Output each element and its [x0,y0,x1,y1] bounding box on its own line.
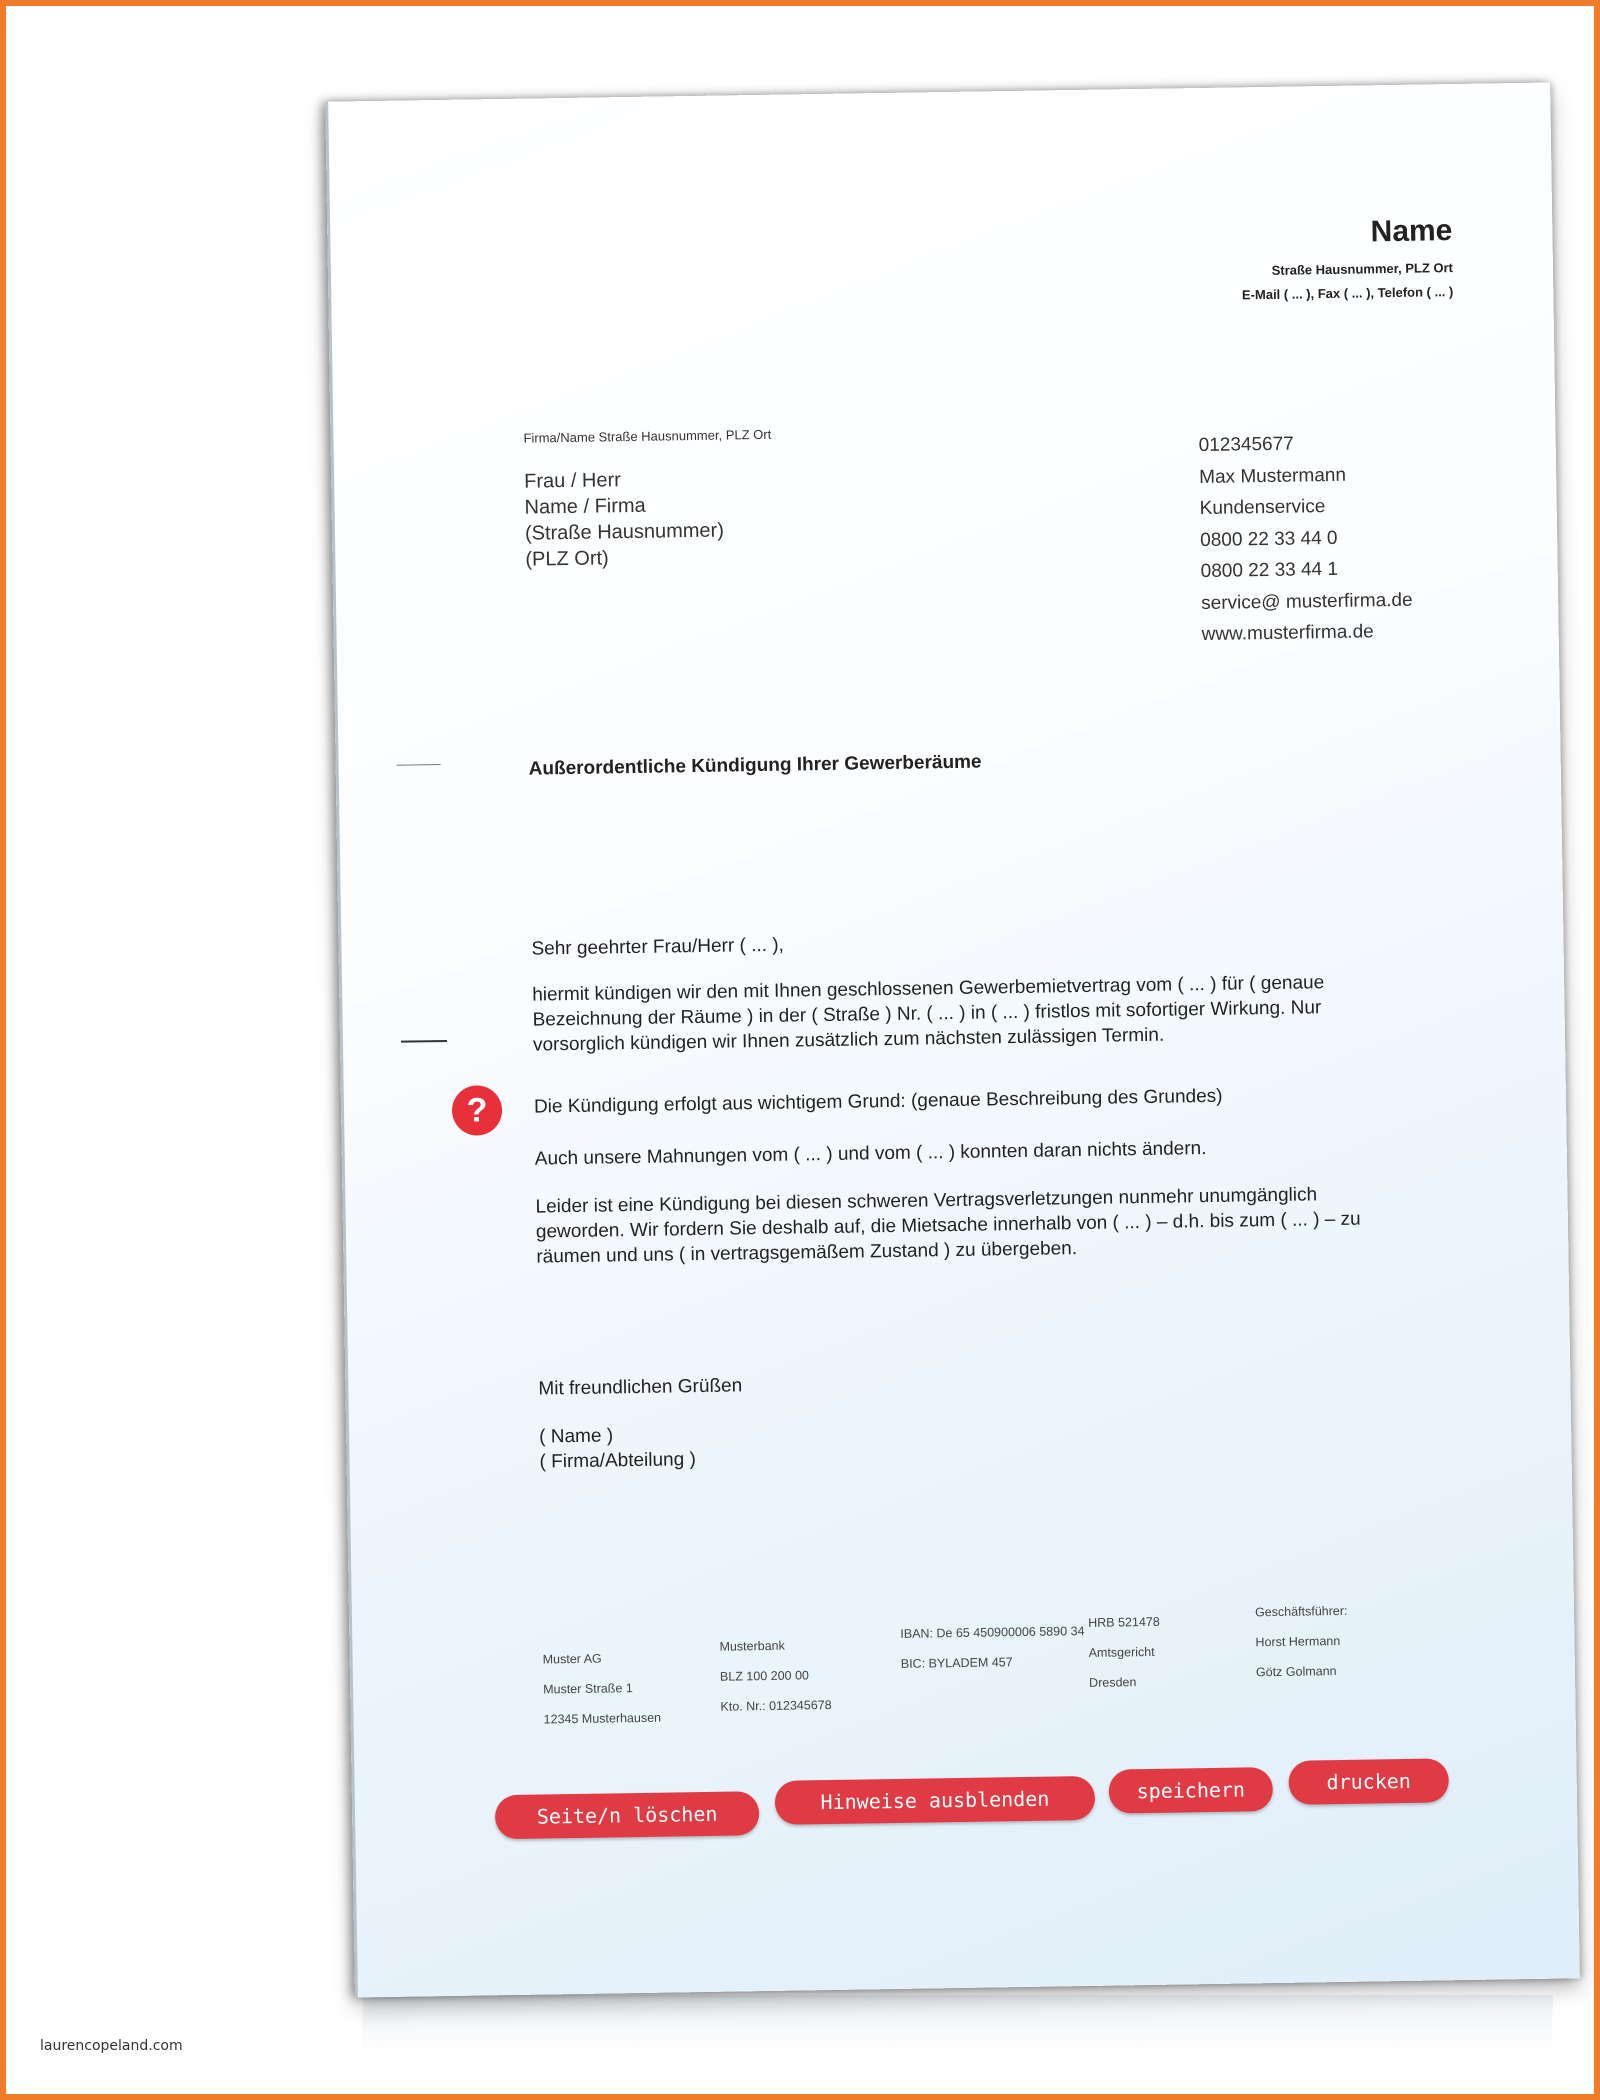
contact-line: www.musterfirma.de [1201,621,1374,646]
closing: Mit freundlichen Grüßen [538,1375,743,1400]
footer-iban [900,1616,1085,1679]
fold-mark [401,1040,447,1043]
sender-name: Name [1370,214,1453,249]
page-reflection [361,1995,1553,2055]
footer-line: 12345 Musterhausen [543,1710,662,1727]
paragraph-4 [535,1182,1361,1270]
paragraph-line: geworden. Wir fordern Sie deshalb auf, die Mietsache innerhalb von ( ... ) – d.h. bis zum ( ... ) – zu [535,1208,1361,1243]
footer-line: Götz Golmann [1255,1664,1337,1680]
footer-line: IBAN: De 65 450900006 5890 34 [900,1624,1085,1641]
contact-line: 0800 22 33 44 0 [1200,527,1338,551]
paragraph-line: Bezeichnung der Räume ) in der ( Straße ) Nr. ( ... ) in ( ... ) fristlos mit sofortiger Wirkung. Nur [532,997,1322,1031]
footer-management [1255,1596,1349,1687]
signature-line: ( Firma/Abteilung ) [539,1449,697,1473]
print-button[interactable]: drucken [1288,1758,1449,1805]
hide-hints-button[interactable]: Hinweise ausblenden [775,1776,1096,1825]
footer-line: Muster AG [542,1651,602,1667]
contact-line: 0800 22 33 44 1 [1200,558,1339,583]
contact-line: 012345677 [1198,433,1294,457]
fold-mark [397,764,441,766]
footer-line: BLZ 100 200 00 [719,1668,810,1684]
footer-line: Muster Straße 1 [543,1681,633,1697]
footer-line: Musterbank [719,1638,785,1654]
return-address: Firma/Name Straße Hausnummer, PLZ Ort [523,426,772,446]
footer-line: Dresden [1089,1675,1137,1690]
paragraph-1 [532,970,1325,1057]
letter-page [325,82,1580,1997]
contact-line: Kundenservice [1199,496,1326,520]
salutation: Sehr geehrter Frau/Herr ( ... ), [531,934,785,960]
save-button[interactable]: speichern [1108,1767,1273,1814]
footer-line: Amtsgericht [1088,1644,1155,1660]
footer-line: BIC: BYLADEM 457 [900,1655,1013,1671]
sender-contact-line: E-Mail ( ... ), Fax ( ... ), Telefon ( ... ) [1241,284,1454,303]
help-icon[interactable]: ? [452,1085,503,1136]
footer-company [542,1643,661,1735]
recipient-line: (PLZ Ort) [525,547,609,571]
footer-bank [719,1630,832,1722]
contact-line: service@ musterfirma.de [1201,589,1413,614]
recipient-line: Name / Firma [524,494,646,519]
sender-address: Straße Hausnummer, PLZ Ort [1271,260,1454,278]
signature-block [539,1422,696,1474]
footer-line: HRB 521478 [1088,1614,1160,1630]
recipient-block [524,466,725,573]
footer-register [1088,1607,1161,1698]
contact-line: Max Mustermann [1199,464,1347,488]
letter-subject: Außerordentliche Kündigung Ihrer Gewerberäume [528,751,982,780]
signature-line: ( Name ) [539,1425,614,1448]
paragraph-3: Auch unsere Mahnungen vom ( ... ) und vom ( ... ) konnten daran nichts ändern. [534,1138,1207,1170]
paragraph-line: Leider ist eine Kündigung bei diesen schweren Vertragsverletzungen nunmehr unumgänglich [535,1184,1318,1218]
delete-pages-button[interactable]: Seite/n löschen [495,1791,760,1839]
recipient-line: Frau / Herr [524,469,622,493]
paragraph-line: hiermit kündigen wir den mit Ihnen geschlossenen Gewerbemietvertrag vom ( ... ) für ( genaue [532,972,1325,1006]
paragraph-line: räumen und uns ( in vertragsgemäßem Zustand ) zu übergeben. [536,1238,1078,1268]
contact-block [1198,427,1413,651]
paragraph-2: Die Kündigung erfolgt aus wichtigem Grund: (genaue Beschreibung des Grundes) [533,1085,1223,1118]
paragraph-line: vorsorglich kündigen wir Ihnen zusätzlich zum nächsten zulässigen Termin. [532,1024,1165,1056]
recipient-line: (Straße Hausnummer) [524,519,725,545]
watermark-text: laurencopeland.com [40,2038,183,2054]
footer-line: Geschäftsführer: [1254,1603,1348,1620]
footer-line: Horst Hermann [1255,1633,1341,1650]
footer-line: Kto. Nr.: 012345678 [720,1697,832,1714]
